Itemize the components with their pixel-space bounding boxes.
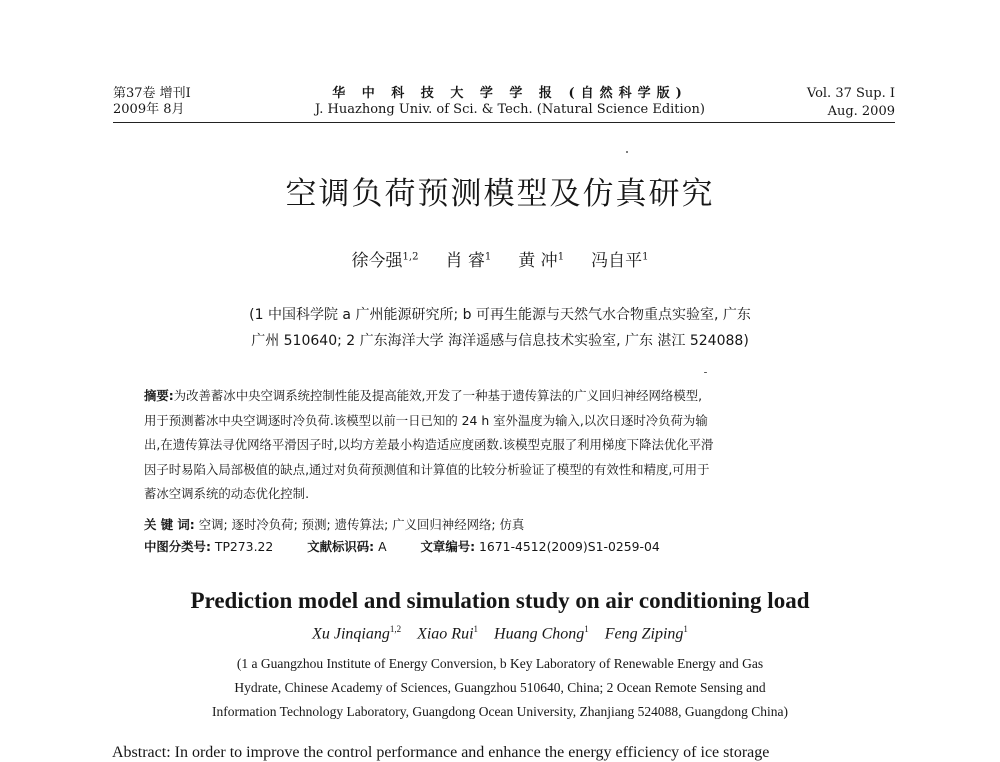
header-volume-info	[113, 86, 191, 118]
abstract-cn	[144, 384, 864, 507]
author-cn: 徐今强	[351, 251, 403, 271]
author-en: Xiao Rui	[417, 625, 474, 643]
keywords-value: 空调; 逐时冷负荷; 预测; 遗传算法; 广义回归神经网络; 仿真	[198, 517, 525, 532]
scan-speck	[626, 151, 628, 153]
author-en: Feng Ziping	[604, 625, 684, 643]
header-rule	[113, 122, 895, 123]
authors-cn	[0, 246, 1000, 271]
author-cn: 肖 睿	[445, 251, 485, 271]
affiliation-line: Hydrate, Chinese Academy of Sciences, Guangzhou 510640, China; 2 Ocean Remote Sensing and	[234, 680, 766, 695]
author-cn: 冯自平	[591, 251, 643, 271]
abstract-label: 摘要:	[144, 388, 174, 403]
keywords-label: 关 键 词:	[144, 517, 195, 532]
journal-name-cn: 华 中 科 技 大 学 学 报 (自然科学版)	[332, 86, 688, 101]
abstract-line: 出,在遗传算法寻优网络平滑因子时,以均方差最小构造适应度函数.该模型克服了利用梯度下降法优化平滑	[144, 437, 714, 452]
author-en: Huang Chong	[494, 625, 585, 643]
clc-value: TP273.22	[214, 539, 274, 554]
author-sup: 1	[473, 624, 479, 634]
header-journal	[280, 86, 740, 118]
abstract-text: 为改善蓄冰中央空调系统控制性能及提高能效,开发了一种基于遗传算法的广义回归神经网络模型,	[173, 388, 703, 403]
header-volume-info-en	[795, 86, 895, 120]
classification-row	[144, 536, 660, 558]
affiliation-line: (1 a Guangzhou Institute of Energy Conversion, b Key Laboratory of Renewable Energy and Gas	[236, 656, 764, 671]
author-sup: 1,2	[389, 624, 402, 634]
header-date-en: Aug. 2009	[827, 104, 895, 119]
abstract-line: 用于预测蓄冰中央空调逐时冷负荷.该模型以前一日已知的 24 h 室外温度为输入,以次日逐时冷负荷为输	[144, 412, 708, 428]
author-sup: 1	[557, 251, 565, 263]
scan-speck	[704, 372, 707, 373]
header-volume-en: Vol. 37 Sup. Ⅰ	[806, 86, 895, 101]
abstract-line: 蓄冰空调系统的动态优化控制.	[144, 486, 310, 501]
journal-name-en: J. Huazhong Univ. of Sci. & Tech. (Natural Science Edition)	[315, 102, 705, 117]
keywords-row	[144, 514, 660, 536]
header-volume: 第37卷 增刊Ⅰ	[113, 86, 191, 101]
authors-en	[0, 624, 1000, 643]
affiliation-line: (1 中国科学院 a 广州能源研究所; b 可再生能源与天然气水合物重点实验室, 广东	[249, 307, 751, 323]
article-number-label: 文章编号:	[420, 539, 476, 554]
affiliation-cn	[0, 302, 1000, 354]
abstract-line: 因子时易陷入局部极值的缺点,通过对负荷预测值和计算值的比较分析验证了模型的有效性和精度,可用于	[144, 461, 710, 477]
author-sup: 1	[642, 251, 649, 263]
affiliation-line: Information Technology Laboratory, Guangdong Ocean University, Zhanjiang 524088, Guangdong China)	[212, 704, 788, 719]
doc-code-value: A	[378, 539, 387, 554]
article-number-value: 1671-4512(2009)S1-0259-04	[479, 539, 660, 554]
affiliation-line: 广州 510640; 2 广东海洋大学 海洋遥感与信息技术实验室, 广东 湛江 524088)	[251, 333, 749, 349]
author-sup: 1	[584, 624, 589, 634]
doc-code-label: 文献标识码:	[307, 539, 375, 554]
abstract-en-partial: Abstract: In order to improve the control performance and enhance the energy efficiency of ice storage	[112, 744, 770, 761]
clc-label: 中图分类号:	[144, 539, 211, 554]
author-sup: 1	[484, 251, 492, 263]
metadata-cn	[144, 514, 660, 558]
paper-title-cn: 空调负荷预测模型及仿真研究	[285, 176, 715, 212]
abstract-line	[144, 384, 864, 409]
author-cn: 黄 冲	[518, 251, 558, 271]
paper-title-en: Prediction model and simulation study on air conditioning load	[190, 588, 810, 613]
author-sup: 1,2	[402, 251, 419, 263]
author-sup: 1	[683, 624, 688, 634]
affiliation-en	[0, 652, 1000, 724]
author-en: Xu Jinqiang	[312, 625, 390, 643]
header-date: 2009年 8月	[113, 102, 185, 117]
